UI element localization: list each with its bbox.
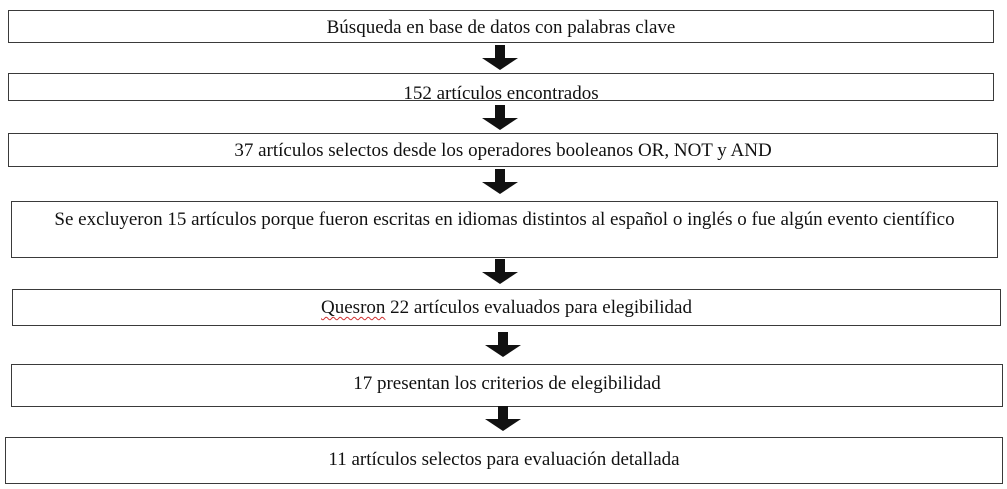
- flow-step-3-label: 37 artículos selectos desde los operadores booleanos OR, NOT y AND: [234, 140, 772, 161]
- down-arrow-icon: [483, 406, 523, 434]
- flow-step-5-label: [13, 296, 1000, 319]
- flow-step-2-label: 152 artículos encontrados: [403, 83, 599, 104]
- flow-step-6-label: 17 presentan los criterios de elegibilidad: [353, 373, 661, 394]
- flow-step-7-label: 11 artículos selectos para evaluación detallada: [328, 449, 680, 470]
- flow-step-3: [8, 133, 998, 167]
- down-arrow-icon: [480, 105, 520, 133]
- down-arrow-icon: [483, 332, 523, 360]
- down-arrow-icon: [480, 169, 520, 197]
- flow-step-4: [11, 201, 998, 258]
- spellcheck-flagged-word: Quesron: [321, 297, 386, 318]
- flow-step-5: [12, 289, 1001, 326]
- down-arrow-icon: [480, 45, 520, 73]
- flow-step-1-label: Búsqueda en base de datos con palabras clave: [326, 17, 676, 38]
- flow-step-6: [11, 364, 1003, 407]
- flow-step-4-label: Se excluyeron 15 artículos porque fueron escritas en idiomas distintos al español o inglés o fue algún evento científico: [54, 209, 955, 230]
- down-arrow-icon: [480, 259, 520, 287]
- flow-step-5-label-rest: 22 artículos evaluados para elegibilidad: [385, 297, 692, 318]
- flow-step-7: [5, 437, 1003, 484]
- flow-step-2: [8, 73, 994, 104]
- flow-step-1: [8, 10, 994, 43]
